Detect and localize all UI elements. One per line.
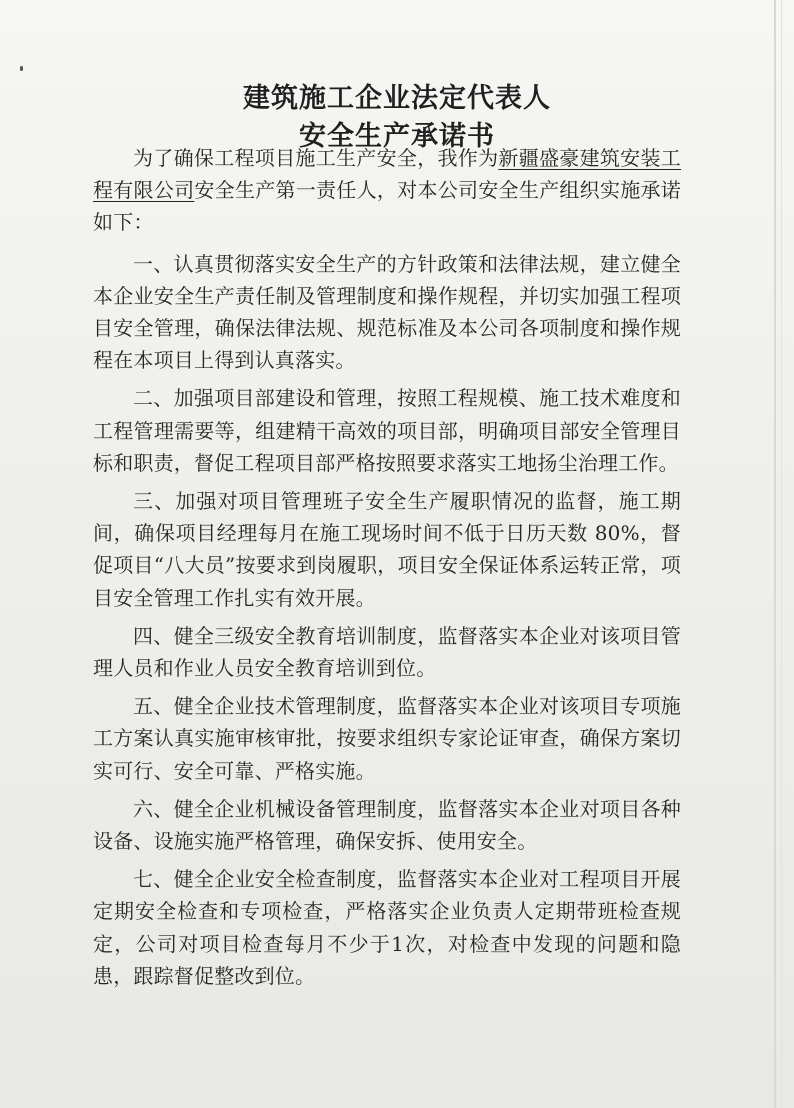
intro-paragraph <box>93 142 681 239</box>
commitment-paragraph-4: 四、健全三级安全教育培训制度，监督落实本企业对该项目管理人员和作业人员安全教育培训到位。 <box>93 623 681 681</box>
commitment-paragraph-2: 二、加强项目部建设和管理，按照工程规模、施工技术难度和工程管理需要等，组建精干高效的项目部，明确项目部安全管理目标和职责，督促工程项目部严格按照要求落实工地扬尘治理工作。 <box>93 386 681 475</box>
scan-edge-line <box>781 0 782 1108</box>
scan-speck <box>20 66 23 71</box>
company-name: 新疆盛豪建筑安装工程有限公司 <box>93 146 681 203</box>
commitment-paragraph-3: 三、加强对项目管理班子安全生产履职情况的监督，施工期间，确保项目经理每月在施工现场时间不低于日历天数 80%，督促项目“八大员”按要求到岗履职，项目安全保证体系运转正常，项目安全管理工作扎实有效开展。 <box>93 489 681 610</box>
intro-text: 为了确保工程项目施工生产安全，我作为 <box>133 146 499 170</box>
commitment-paragraph-6: 六、健全企业机械设备管理制度，监督落实本企业对项目各种设备、设施实施严格管理，确保安拆、使用安全。 <box>93 796 681 854</box>
intro-text-end: 安全生产第一责任人，对本公司安全生产组织实施承诺如下： <box>93 178 681 235</box>
commitment-paragraph-7: 七、健全企业安全检查制度，监督落实本企业对工程项目开展定期安全检查和专项检查，严格落实企业负责人定期带班检查规定，公司对项目检查每月不少于1次，对检查中发现的问题和隐患，跟踪督促整改到位。 <box>93 867 681 988</box>
document-body <box>93 142 681 992</box>
document-title-line-1: 建筑施工企业法定代表人 <box>243 83 551 114</box>
commitment-paragraph-5: 五、健全企业技术管理制度，监督落实本企业对该项目专项施工方案认真实施审核审批，按要求组织专家论证审查，确保方案切实可行、安全可靠、严格实施。 <box>93 694 681 783</box>
document-title-line-2: 安全生产承诺书 <box>299 121 495 152</box>
commitment-paragraph-1: 一、认真贯彻落实安全生产的方针政策和法律法规，建立健全本企业安全生产责任制及管理制度和操作规程，并切实加强工程项目安全管理，确保法律法规、规范标准及本公司各项制度和操作规程在本项目上得到认真落实。 <box>93 251 681 373</box>
scan-edge-line <box>774 0 776 1108</box>
